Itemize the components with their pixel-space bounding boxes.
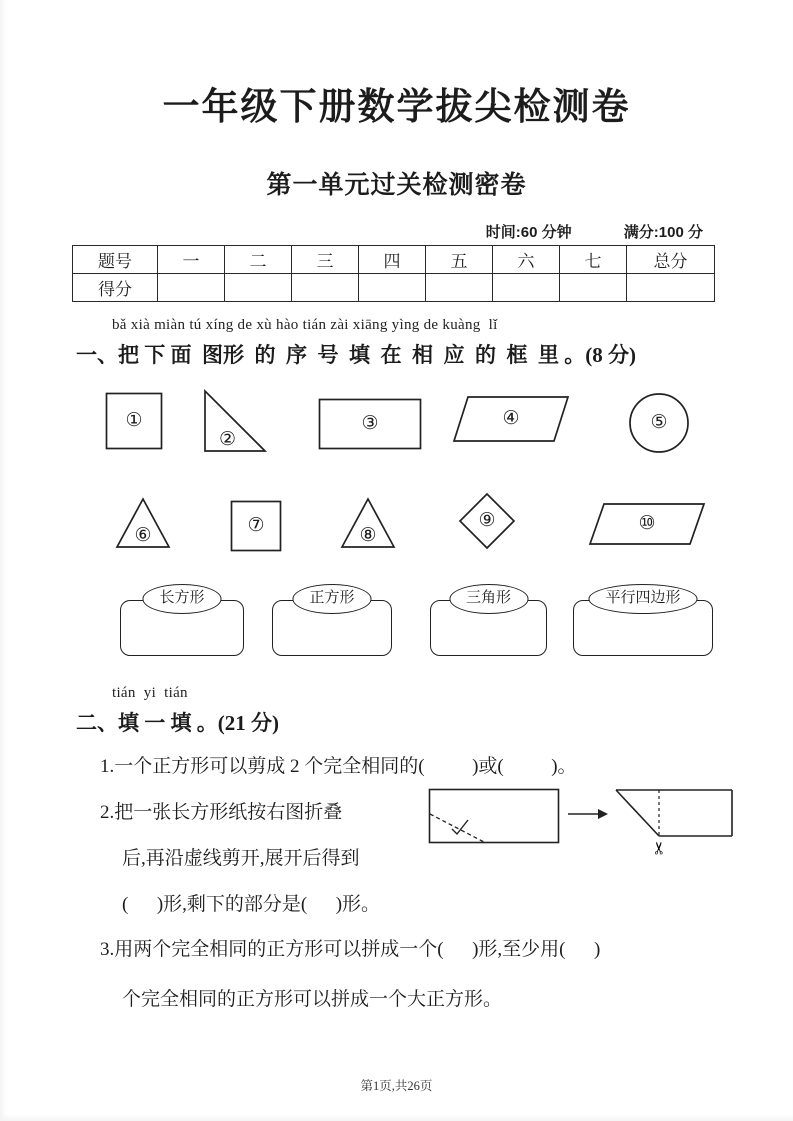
shape-parallelogram-4 [452,395,570,443]
score-table-col: 三 [292,246,359,274]
score-cell-empty [493,274,560,302]
shape-label: ⑤ [650,411,668,434]
section1-pinyin: bǎ xià miàn tú xíng de xù hào tián zài xiāng yìng de kuàng lǐ [112,317,498,333]
shape-label: ② [219,428,237,450]
scissors-icon: ✂ [650,840,669,856]
shape-diamond-9 [458,492,516,550]
shape-rectangle-3 [318,398,422,450]
score-table-header-row [73,246,715,274]
score-cell-empty [158,274,225,302]
score-table-col: 一 [158,246,225,274]
arrow-icon [568,806,608,822]
question-1: 1.一个正方形可以剪成 2 个完全相同的( )或( )。 [100,756,577,777]
shape-label: ⑧ [359,524,377,546]
question-3-line2: 个完全相同的正方形可以拼成一个大正方形。 [122,989,503,1010]
question-2-line1: 2.把一张长方形纸按右图折叠 [100,802,343,823]
score-cell-empty [359,274,426,302]
time-score-line [486,221,703,242]
right-arrow-drawing [568,806,608,822]
score-table-col: 二 [225,246,292,274]
category-box-rectangle [120,590,244,656]
shape-label: ④ [502,407,520,430]
question-2-line2: 后,再沿虚线剪开,展开后得到 [122,848,360,869]
category-label-cloud: 长方形 [142,584,221,614]
shape-square-7 [230,500,282,552]
section2-heading: 二、填 一 填 。(21 分) [76,711,279,735]
shape-label: ⑥ [134,524,152,546]
score-table-col: 七 [560,246,627,274]
shape-parallelogram-10 [588,502,706,546]
score-table-col: 五 [426,246,493,274]
time-limit: 时间:60 分钟 [485,224,572,241]
fold-rectangle-drawing [428,788,560,844]
category-label-cloud: 平行四边形 [588,584,697,614]
score-table-col: 四 [359,246,426,274]
score-table-row2-label: 得分 [73,274,158,302]
shape-right-triangle-2 [203,388,267,454]
score-table [72,245,715,302]
folded-paper-drawing [612,786,736,864]
shape-label: ⑩ [638,512,656,535]
score-table-row1-label: 题号 [73,246,158,274]
page-subtitle: 第一单元过关检测密卷 [266,171,527,199]
fold-figure-rectangle [428,788,560,844]
score-cell-empty [560,274,627,302]
question-2-line3: ( )形,剩下的部分是( )形。 [122,894,381,915]
full-score: 满分:100 分 [623,224,703,241]
score-cell-empty [627,274,715,302]
question-3-line1: 3.用两个完全相同的正方形可以拼成一个( )形,至少用( ) [100,939,601,960]
shape-label: ⑨ [478,509,496,532]
shape-square-1 [105,392,163,450]
shape-triangle-8 [340,497,396,549]
category-label-cloud: 三角形 [449,584,528,614]
category-label-cloud: 正方形 [292,584,371,614]
page-footer: 第1页,共26页 [360,1079,433,1093]
shape-triangle-6 [115,497,171,549]
score-cell-empty [225,274,292,302]
shape-label: ③ [361,412,379,435]
score-table-col: 六 [493,246,560,274]
score-table-col-total: 总分 [627,246,715,274]
section1-heading: 一、把 下 面 图形 的 序 号 填 在 相 应 的 框 里 。(8 分) [76,343,636,367]
section2-pinyin: tián yi tián [112,685,188,701]
page-title: 一年级下册数学拔尖检测卷 [162,86,631,127]
shape-circle-5 [628,392,690,454]
score-cell-empty [426,274,493,302]
category-box-triangle [430,590,547,656]
score-cell-empty [292,274,359,302]
shape-label: ① [125,409,143,432]
category-box-square [272,590,392,656]
folded-paper-figure [612,786,736,864]
shape-label: ⑦ [247,514,265,537]
score-table-score-row [73,274,715,302]
category-box-parallelogram [573,590,713,656]
